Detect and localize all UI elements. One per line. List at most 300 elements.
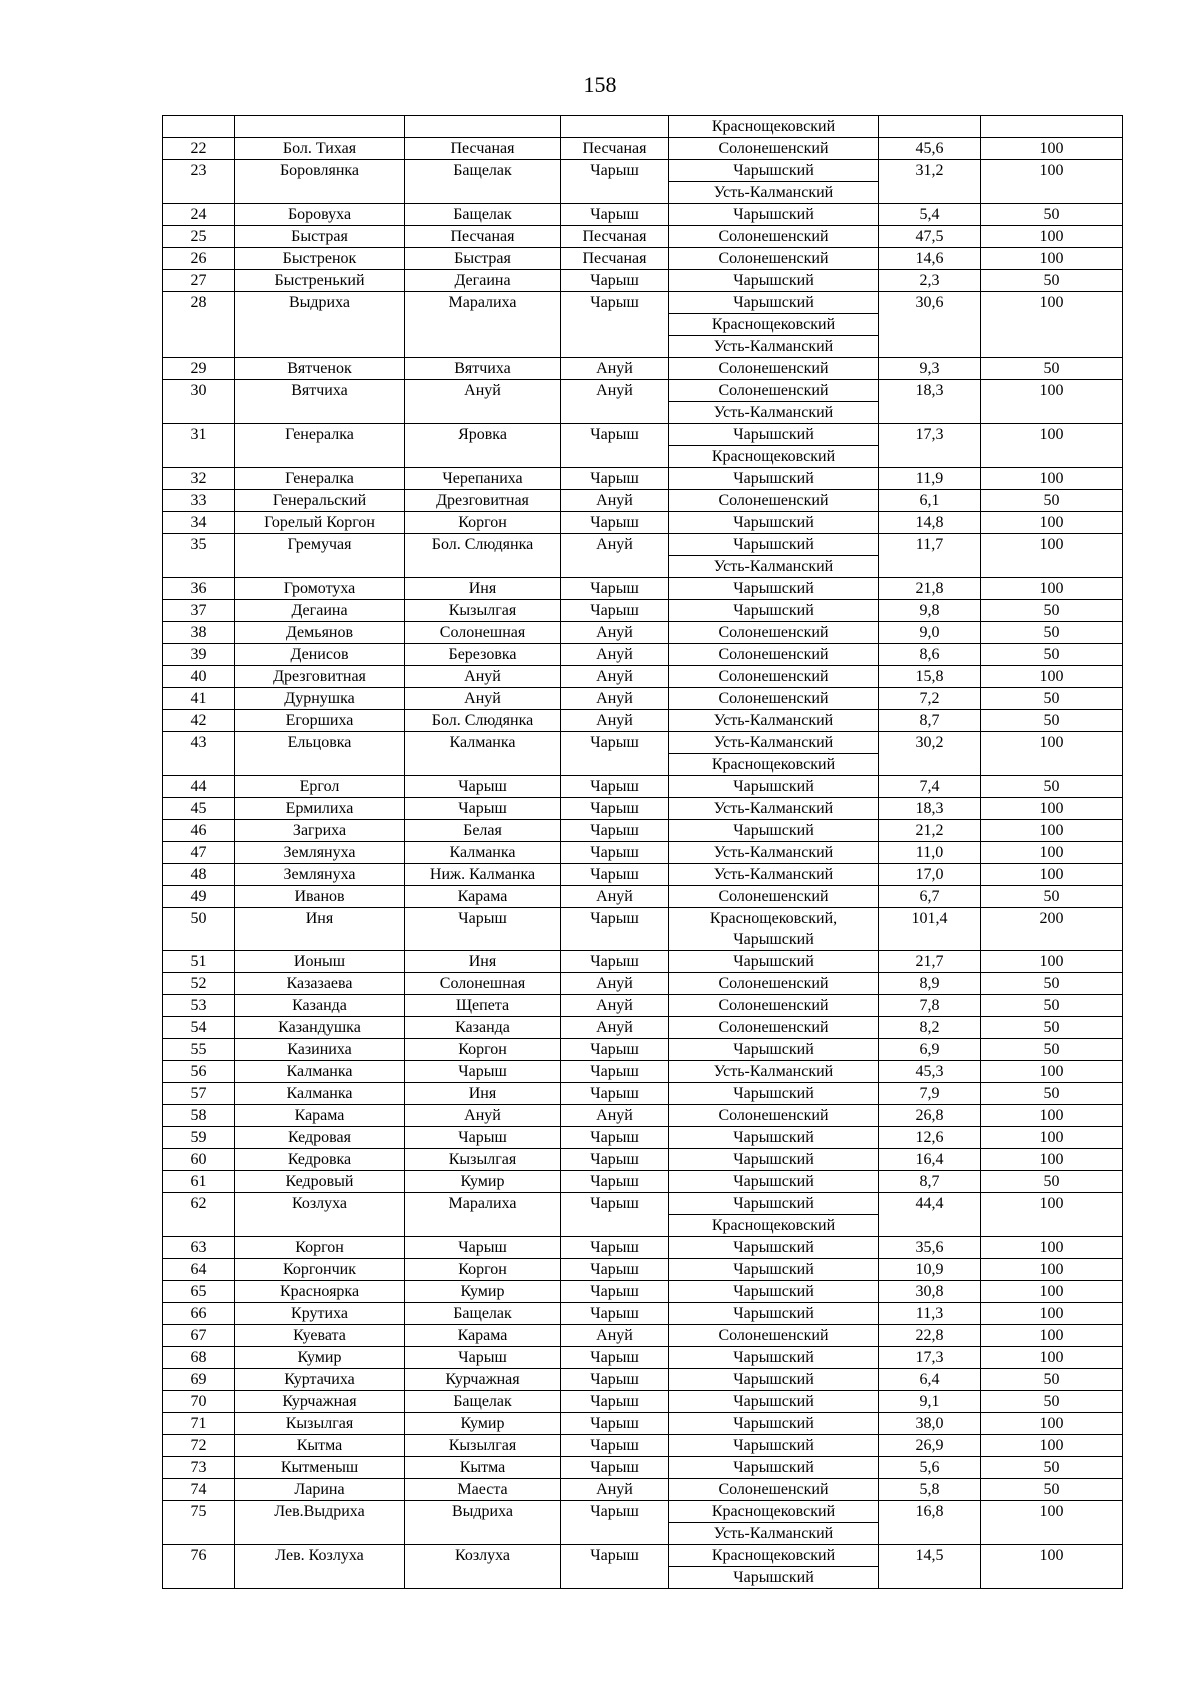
district-name: Чарышский xyxy=(733,470,814,487)
basin-cell: Чарыш xyxy=(561,204,669,226)
river-name-cell: Быстренок xyxy=(235,248,405,270)
mouth-river-cell: Кумир xyxy=(405,1171,561,1193)
mouth-river-cell: Ануй xyxy=(405,666,561,688)
district-name: Краснощековский xyxy=(669,753,878,775)
basin-cell: Чарыш xyxy=(561,776,669,798)
districts-cell xyxy=(669,710,879,732)
districts-cell xyxy=(669,358,879,380)
basin-cell: Чарыш xyxy=(561,1281,669,1303)
district-name: Чарышский xyxy=(733,1371,814,1388)
districts-cell xyxy=(669,578,879,600)
length-cell: 9,3 xyxy=(879,358,981,380)
mouth-river-cell: Курчажная xyxy=(405,1369,561,1391)
district-name: Чарышский xyxy=(733,1283,814,1300)
basin-cell: Чарыш xyxy=(561,908,669,951)
length-cell: 8,6 xyxy=(879,644,981,666)
mouth-river-cell: Щепета xyxy=(405,995,561,1017)
length-cell: 22,8 xyxy=(879,1325,981,1347)
mouth-river-cell: Калманка xyxy=(405,842,561,864)
mouth-river-cell: Солонешная xyxy=(405,622,561,644)
basin-cell: Чарыш xyxy=(561,1127,669,1149)
districts-cell xyxy=(669,1347,879,1369)
length-cell: 17,0 xyxy=(879,864,981,886)
river-name-cell: Кытма xyxy=(235,1435,405,1457)
river-name-cell: Дурнушка xyxy=(235,688,405,710)
table-row xyxy=(163,710,1123,732)
length-cell: 16,8 xyxy=(879,1501,981,1545)
zone-width-cell: 100 xyxy=(981,1303,1123,1325)
table-row xyxy=(163,1545,1123,1589)
length-cell: 38,0 xyxy=(879,1413,981,1435)
district-name: Усть-Калманский xyxy=(669,181,878,203)
length-cell: 9,1 xyxy=(879,1391,981,1413)
length-cell: 6,9 xyxy=(879,1039,981,1061)
river-name-cell: Ергол xyxy=(235,776,405,798)
district-name: Чарышский xyxy=(733,536,814,553)
district-name: Усть-Калманский xyxy=(713,1063,834,1080)
district-name: Краснощековский xyxy=(711,118,836,135)
basin-cell xyxy=(561,116,669,138)
river-name-cell: Кытменыш xyxy=(235,1457,405,1479)
river-name-cell: Казиниха xyxy=(235,1039,405,1061)
districts-cell xyxy=(669,600,879,622)
river-name-cell: Генеральский xyxy=(235,490,405,512)
zone-width-cell: 50 xyxy=(981,1171,1123,1193)
basin-cell: Чарыш xyxy=(561,1501,669,1545)
table-row xyxy=(163,622,1123,644)
zone-width-cell: 100 xyxy=(981,666,1123,688)
districts-cell xyxy=(669,1435,879,1457)
zone-width-cell: 50 xyxy=(981,644,1123,666)
table-row xyxy=(163,1325,1123,1347)
zone-width-cell: 50 xyxy=(981,1479,1123,1501)
district-name: Чарышский xyxy=(733,294,814,311)
districts-cell xyxy=(669,864,879,886)
river-name-cell: Егоршиха xyxy=(235,710,405,732)
zone-width-cell: 50 xyxy=(981,776,1123,798)
river-name-cell: Курчажная xyxy=(235,1391,405,1413)
river-name-cell: Красноярка xyxy=(235,1281,405,1303)
row-number-cell: 57 xyxy=(163,1083,235,1105)
zone-width-cell: 50 xyxy=(981,995,1123,1017)
district-name: Солонешенский xyxy=(718,624,829,641)
districts-cell xyxy=(669,424,879,468)
table-row xyxy=(163,820,1123,842)
zone-width-cell: 50 xyxy=(981,1457,1123,1479)
basin-cell: Чарыш xyxy=(561,1083,669,1105)
river-name-cell: Иванов xyxy=(235,886,405,908)
basin-cell: Песчаная xyxy=(561,248,669,270)
districts-cell xyxy=(669,1281,879,1303)
mouth-river-cell: Черепаниха xyxy=(405,468,561,490)
districts-cell xyxy=(669,644,879,666)
districts-cell xyxy=(669,1325,879,1347)
row-number-cell: 43 xyxy=(163,732,235,776)
zone-width-cell: 50 xyxy=(981,1391,1123,1413)
river-name-cell: Кедровая xyxy=(235,1127,405,1149)
zone-width-cell: 100 xyxy=(981,380,1123,424)
basin-cell: Ануй xyxy=(561,666,669,688)
basin-cell: Чарыш xyxy=(561,1347,669,1369)
river-name-cell: Загриха xyxy=(235,820,405,842)
zone-width-cell: 100 xyxy=(981,424,1123,468)
length-cell: 9,0 xyxy=(879,622,981,644)
row-number-cell: 29 xyxy=(163,358,235,380)
district-name: Чарышский xyxy=(733,1085,814,1102)
zone-width-cell: 50 xyxy=(981,490,1123,512)
district-name: Чарышский xyxy=(733,1437,814,1454)
table-row xyxy=(163,534,1123,578)
row-number-cell: 41 xyxy=(163,688,235,710)
length-cell: 7,4 xyxy=(879,776,981,798)
table-row xyxy=(163,1171,1123,1193)
river-name-cell: Громотуха xyxy=(235,578,405,600)
districts-cell xyxy=(669,468,879,490)
length-cell: 6,7 xyxy=(879,886,981,908)
districts-cell xyxy=(669,1039,879,1061)
zone-width-cell: 100 xyxy=(981,1061,1123,1083)
districts-cell xyxy=(669,490,879,512)
zone-width-cell: 50 xyxy=(981,622,1123,644)
river-name-cell: Казандушка xyxy=(235,1017,405,1039)
length-cell: 30,8 xyxy=(879,1281,981,1303)
zone-width-cell: 100 xyxy=(981,1259,1123,1281)
length-cell: 11,3 xyxy=(879,1303,981,1325)
basin-cell: Чарыш xyxy=(561,1149,669,1171)
river-name-cell: Демьянов xyxy=(235,622,405,644)
row-number-cell: 31 xyxy=(163,424,235,468)
river-name-cell: Ермилиха xyxy=(235,798,405,820)
districts-cell xyxy=(669,138,879,160)
row-number-cell: 63 xyxy=(163,1237,235,1259)
row-number-cell: 50 xyxy=(163,908,235,951)
length-cell: 17,3 xyxy=(879,424,981,468)
basin-cell: Песчаная xyxy=(561,138,669,160)
basin-cell: Чарыш xyxy=(561,820,669,842)
river-name-cell: Дрезговитная xyxy=(235,666,405,688)
river-name-cell: Крутиха xyxy=(235,1303,405,1325)
basin-cell: Ануй xyxy=(561,710,669,732)
zone-width-cell: 100 xyxy=(981,820,1123,842)
river-name-cell: Иня xyxy=(235,908,405,951)
row-number-cell: 62 xyxy=(163,1193,235,1237)
districts-cell xyxy=(669,534,879,578)
length-cell: 12,6 xyxy=(879,1127,981,1149)
table-row xyxy=(163,995,1123,1017)
mouth-river-cell: Березовка xyxy=(405,644,561,666)
length-cell: 11,7 xyxy=(879,534,981,578)
district-name: Усть-Калманский xyxy=(713,734,834,751)
table-row xyxy=(163,1303,1123,1325)
length-cell: 21,7 xyxy=(879,951,981,973)
length-cell: 26,9 xyxy=(879,1435,981,1457)
districts-cell xyxy=(669,1237,879,1259)
row-number-cell: 25 xyxy=(163,226,235,248)
river-name-cell: Ельцовка xyxy=(235,732,405,776)
district-name: Солонешенский xyxy=(718,975,829,992)
row-number-cell: 24 xyxy=(163,204,235,226)
row-number-cell: 42 xyxy=(163,710,235,732)
row-number-cell: 76 xyxy=(163,1545,235,1589)
mouth-river-cell: Чарыш xyxy=(405,1127,561,1149)
basin-cell: Чарыш xyxy=(561,1457,669,1479)
row-number-cell: 58 xyxy=(163,1105,235,1127)
district-name: Чарышский xyxy=(733,426,814,443)
mouth-river-cell: Быстрая xyxy=(405,248,561,270)
row-number-cell: 70 xyxy=(163,1391,235,1413)
table-row xyxy=(163,644,1123,666)
districts-cell xyxy=(669,380,879,424)
basin-cell: Чарыш xyxy=(561,292,669,358)
table-row xyxy=(163,1391,1123,1413)
districts-cell xyxy=(669,1193,879,1237)
district-name: Солонешенский xyxy=(718,668,829,685)
mouth-river-cell: Маралиха xyxy=(405,292,561,358)
district-name: Чарышский xyxy=(733,1151,814,1168)
river-name-cell: Коргон xyxy=(235,1237,405,1259)
length-cell: 2,3 xyxy=(879,270,981,292)
districts-cell xyxy=(669,1105,879,1127)
districts-cell xyxy=(669,292,879,358)
length-cell: 30,6 xyxy=(879,292,981,358)
table-row xyxy=(163,1039,1123,1061)
row-number-cell xyxy=(163,116,235,138)
row-number-cell: 40 xyxy=(163,666,235,688)
district-name: Чарышский xyxy=(733,1041,814,1058)
district-name: Солонешенский xyxy=(718,492,829,509)
districts-cell xyxy=(669,842,879,864)
row-number-cell: 36 xyxy=(163,578,235,600)
districts-cell xyxy=(669,160,879,204)
row-number-cell: 54 xyxy=(163,1017,235,1039)
row-number-cell: 65 xyxy=(163,1281,235,1303)
district-name: Краснощековский xyxy=(669,1214,878,1236)
row-number-cell: 33 xyxy=(163,490,235,512)
basin-cell: Чарыш xyxy=(561,160,669,204)
zone-width-cell: 100 xyxy=(981,1325,1123,1347)
district-name: Усть-Калманский xyxy=(713,866,834,883)
row-number-cell: 28 xyxy=(163,292,235,358)
row-number-cell: 39 xyxy=(163,644,235,666)
mouth-river-cell: Бол. Слюдянка xyxy=(405,710,561,732)
districts-cell xyxy=(669,512,879,534)
mouth-river-cell: Иня xyxy=(405,951,561,973)
table-row xyxy=(163,1479,1123,1501)
row-number-cell: 47 xyxy=(163,842,235,864)
mouth-river-cell: Ануй xyxy=(405,1105,561,1127)
river-name-cell: Казанда xyxy=(235,995,405,1017)
zone-width-cell: 100 xyxy=(981,951,1123,973)
table-row xyxy=(163,226,1123,248)
river-name-cell: Быстрая xyxy=(235,226,405,248)
length-cell: 14,5 xyxy=(879,1545,981,1589)
table-row xyxy=(163,1127,1123,1149)
mouth-river-cell: Яровка xyxy=(405,424,561,468)
length-cell: 14,8 xyxy=(879,512,981,534)
river-name-cell: Генералка xyxy=(235,424,405,468)
districts-cell xyxy=(669,1479,879,1501)
river-name-cell: Козлуха xyxy=(235,1193,405,1237)
row-number-cell: 72 xyxy=(163,1435,235,1457)
table-row xyxy=(163,776,1123,798)
zone-width-cell: 100 xyxy=(981,160,1123,204)
length-cell: 5,4 xyxy=(879,204,981,226)
length-cell: 11,9 xyxy=(879,468,981,490)
length-cell: 5,6 xyxy=(879,1457,981,1479)
basin-cell: Ануй xyxy=(561,644,669,666)
river-name-cell: Куртачиха xyxy=(235,1369,405,1391)
mouth-river-cell: Чарыш xyxy=(405,1347,561,1369)
length-cell: 45,3 xyxy=(879,1061,981,1083)
river-name-cell: Боровуха xyxy=(235,204,405,226)
row-number-cell: 74 xyxy=(163,1479,235,1501)
row-number-cell: 55 xyxy=(163,1039,235,1061)
districts-cell xyxy=(669,776,879,798)
mouth-river-cell: Маеста xyxy=(405,1479,561,1501)
district-name: Солонешенский xyxy=(718,382,829,399)
mouth-river-cell: Вятчиха xyxy=(405,358,561,380)
district-name: Краснощековский xyxy=(669,313,878,335)
row-number-cell: 26 xyxy=(163,248,235,270)
table-row xyxy=(163,380,1123,424)
table-row xyxy=(163,1061,1123,1083)
basin-cell: Чарыш xyxy=(561,1193,669,1237)
table-body xyxy=(163,116,1123,1589)
basin-cell: Чарыш xyxy=(561,1259,669,1281)
row-number-cell: 46 xyxy=(163,820,235,842)
mouth-river-cell: Ануй xyxy=(405,688,561,710)
table-row xyxy=(163,358,1123,380)
districts-cell xyxy=(669,820,879,842)
basin-cell: Чарыш xyxy=(561,1391,669,1413)
table-row xyxy=(163,1413,1123,1435)
district-name: Усть-Калманский xyxy=(669,1522,878,1544)
river-name-cell: Кумир xyxy=(235,1347,405,1369)
row-number-cell: 61 xyxy=(163,1171,235,1193)
basin-cell: Чарыш xyxy=(561,270,669,292)
table-row xyxy=(163,1281,1123,1303)
row-number-cell: 67 xyxy=(163,1325,235,1347)
table-row xyxy=(163,886,1123,908)
zone-width-cell: 100 xyxy=(981,1127,1123,1149)
river-name-cell: Денисов xyxy=(235,644,405,666)
districts-cell xyxy=(669,1061,879,1083)
district-name: Чарышский xyxy=(733,1129,814,1146)
table-row xyxy=(163,1083,1123,1105)
zone-width-cell: 50 xyxy=(981,710,1123,732)
zone-width-cell: 100 xyxy=(981,1501,1123,1545)
mouth-river-cell: Кызылгая xyxy=(405,1149,561,1171)
districts-cell xyxy=(669,1369,879,1391)
river-name-cell: Ларина xyxy=(235,1479,405,1501)
river-name-cell: Казазаева xyxy=(235,973,405,995)
row-number-cell: 73 xyxy=(163,1457,235,1479)
table-row xyxy=(163,204,1123,226)
length-cell: 18,3 xyxy=(879,380,981,424)
basin-cell: Чарыш xyxy=(561,1237,669,1259)
zone-width-cell: 100 xyxy=(981,1413,1123,1435)
basin-cell: Ануй xyxy=(561,1325,669,1347)
districts-cell xyxy=(669,688,879,710)
river-name-cell: Лев.Выдриха xyxy=(235,1501,405,1545)
basin-cell: Ануй xyxy=(561,622,669,644)
districts-cell xyxy=(669,1303,879,1325)
mouth-river-cell: Ниж. Калманка xyxy=(405,864,561,886)
row-number-cell: 27 xyxy=(163,270,235,292)
mouth-river-cell: Чарыш xyxy=(405,908,561,951)
mouth-river-cell: Маралиха xyxy=(405,1193,561,1237)
river-name-cell: Ионыш xyxy=(235,951,405,973)
river-name-cell: Бол. Тихая xyxy=(235,138,405,160)
mouth-river-cell: Чарыш xyxy=(405,798,561,820)
mouth-river-cell xyxy=(405,116,561,138)
zone-width-cell: 50 xyxy=(981,973,1123,995)
table-row xyxy=(163,1237,1123,1259)
district-name: Чарышский xyxy=(733,514,814,531)
district-name: Солонешенский xyxy=(718,997,829,1014)
river-name-cell: Вятчиха xyxy=(235,380,405,424)
table-row xyxy=(163,1501,1123,1545)
district-name: Чарышский xyxy=(733,931,814,948)
districts-cell xyxy=(669,1501,879,1545)
row-number-cell: 52 xyxy=(163,973,235,995)
length-cell: 8,2 xyxy=(879,1017,981,1039)
length-cell: 7,2 xyxy=(879,688,981,710)
row-number-cell: 44 xyxy=(163,776,235,798)
zone-width-cell: 100 xyxy=(981,1281,1123,1303)
basin-cell: Чарыш xyxy=(561,798,669,820)
table-row xyxy=(163,138,1123,160)
basin-cell: Чарыш xyxy=(561,600,669,622)
districts-cell xyxy=(669,1017,879,1039)
table-row xyxy=(163,951,1123,973)
basin-cell: Ануй xyxy=(561,1017,669,1039)
rivers-table xyxy=(162,115,1123,1589)
district-name: Солонешенский xyxy=(718,1019,829,1036)
table-row xyxy=(163,578,1123,600)
length-cell: 5,8 xyxy=(879,1479,981,1501)
basin-cell: Чарыш xyxy=(561,1413,669,1435)
table-row xyxy=(163,1457,1123,1479)
mouth-river-cell: Кытма xyxy=(405,1457,561,1479)
row-number-cell: 48 xyxy=(163,864,235,886)
table-row xyxy=(163,1369,1123,1391)
row-number-cell: 71 xyxy=(163,1413,235,1435)
zone-width-cell: 50 xyxy=(981,270,1123,292)
zone-width-cell: 100 xyxy=(981,1237,1123,1259)
table-row xyxy=(163,732,1123,776)
length-cell xyxy=(879,116,981,138)
river-name-cell: Лев. Козлуха xyxy=(235,1545,405,1589)
basin-cell: Чарыш xyxy=(561,424,669,468)
district-name: Солонешенский xyxy=(718,646,829,663)
row-number-cell: 64 xyxy=(163,1259,235,1281)
length-cell: 30,2 xyxy=(879,732,981,776)
zone-width-cell: 100 xyxy=(981,248,1123,270)
mouth-river-cell: Бащелак xyxy=(405,1391,561,1413)
length-cell: 16,4 xyxy=(879,1149,981,1171)
page-number: 158 xyxy=(583,72,617,97)
table-row xyxy=(163,842,1123,864)
table-row xyxy=(163,490,1123,512)
length-cell: 8,7 xyxy=(879,1171,981,1193)
basin-cell: Ануй xyxy=(561,1479,669,1501)
districts-cell xyxy=(669,798,879,820)
zone-width-cell: 100 xyxy=(981,1347,1123,1369)
district-name: Чарышский xyxy=(733,822,814,839)
basin-cell: Ануй xyxy=(561,886,669,908)
length-cell: 17,3 xyxy=(879,1347,981,1369)
